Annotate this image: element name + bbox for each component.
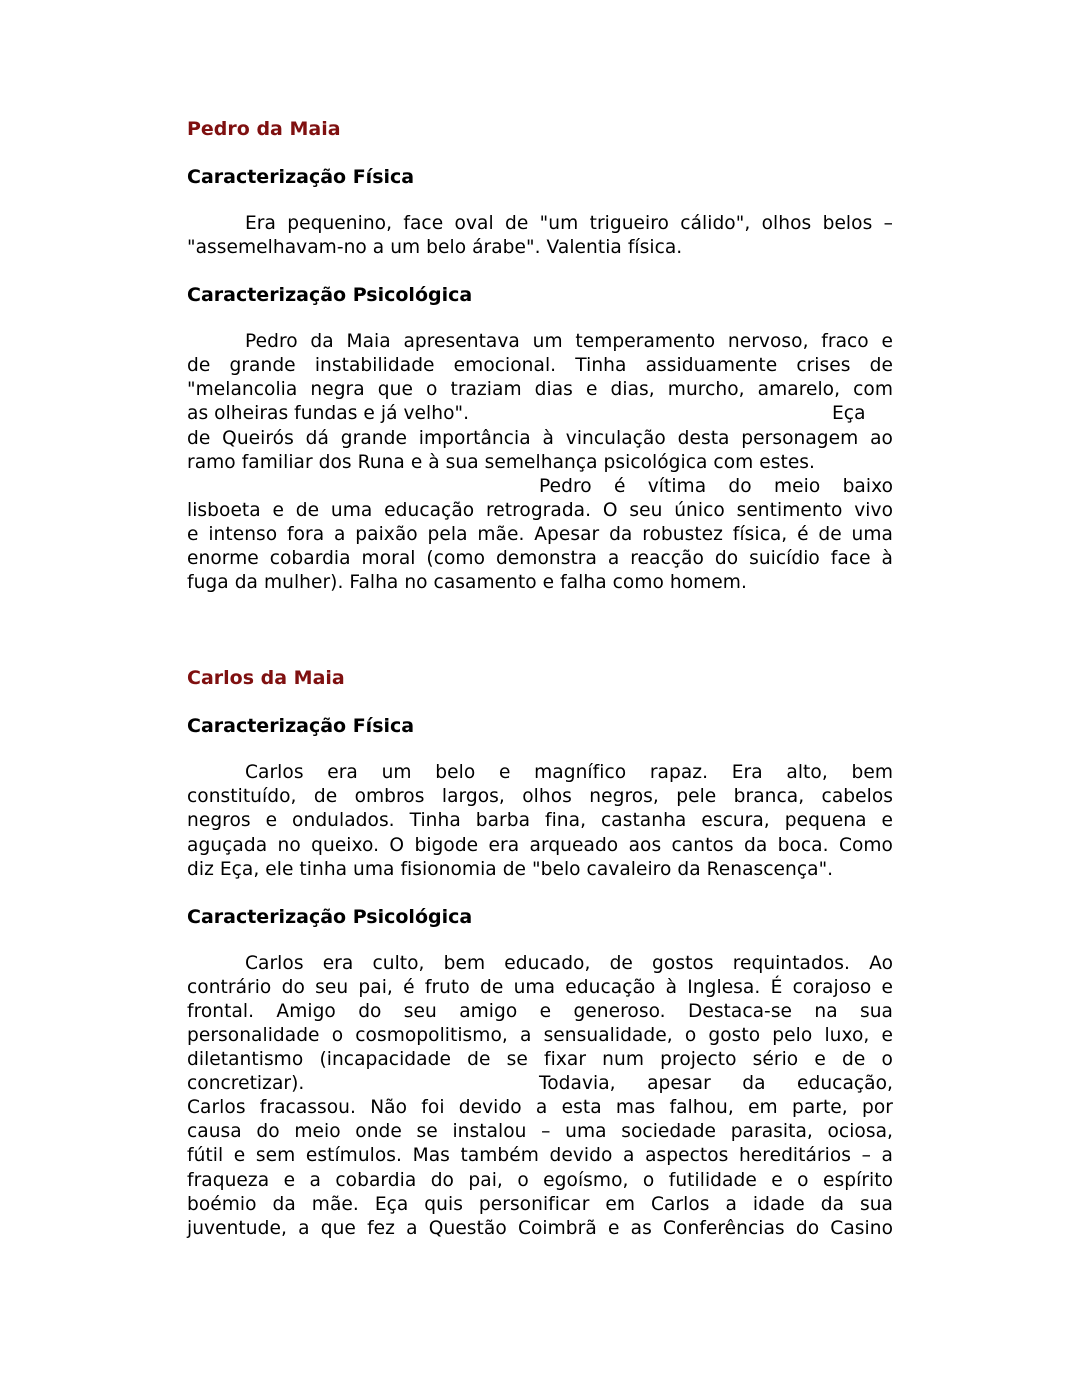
text-line: personalidade o cosmopolitismo, a sensualidade, o gosto pelo luxo, e [187, 1024, 893, 1046]
text-line: aguçada no queixo. O bigode era arqueado aos cantos da boca. Como [187, 834, 893, 856]
text-line: Carlos era um belo e magnífico rapaz. Era alto, bem [245, 762, 893, 784]
subheading-physical: Caracterização Física [187, 166, 415, 188]
text-line: "assemelhavam-no a um belo árabe". Valentia física. [187, 237, 683, 259]
text-line: causa do meio onde se instalou – uma sociedade parasita, ociosa, [187, 1121, 893, 1143]
section-spacer [187, 595, 893, 665]
text-line: juventude, a que fez a Questão Coimbrã e as Conferências do Casino [187, 1217, 893, 1239]
text-fragment: Todavia, apesar da educação, [539, 1073, 893, 1095]
text-line: Carlos era culto, bem educado, de gostos requintados. Ao [245, 952, 893, 974]
text-line: de grande instabilidade emocional. Tinha assiduamente crises de [187, 355, 893, 377]
text-line: Pedro é vítima do meio baixo [539, 475, 893, 497]
document-page [187, 116, 893, 1241]
text-line: e intenso fora a paixão pela mãe. Apesar da robustez física, é de uma [187, 523, 893, 545]
subheading-psychological: Caracterização Psicológica [187, 905, 473, 928]
text-line-split [187, 402, 893, 426]
subheading-physical: Caracterização Física [187, 715, 415, 738]
text-line: boémio da mãe. Eça quis personificar em Carlos a idade da sua [187, 1193, 893, 1215]
text-line: negros e ondulados. Tinha barba fina, castanha escura, pequena e [187, 810, 893, 832]
text-line: ramo familiar dos Runa e à sua semelhança psicológica com estes. [187, 451, 816, 473]
text-line: fraqueza e a cobardia do pai, o egoísmo, o futilidade e o espírito [187, 1169, 893, 1191]
text-line: Carlos fracassou. Não foi devido a esta mas falhou, em parte, por [187, 1097, 893, 1119]
text-fragment: as olheiras fundas e já velho". [187, 403, 470, 425]
text-line: de Queirós dá grande importância à vinculação desta personagem ao [187, 427, 893, 449]
text-fragment: concretizar). [187, 1073, 305, 1095]
text-line: diz Eça, ele tinha uma fisionomia de "belo cavaleiro da Renascença". [187, 858, 834, 880]
paragraph-psychological [187, 330, 893, 595]
paragraph-physical [187, 761, 893, 881]
text-line: contrário do seu pai, é fruto de uma educação à Inglesa. É corajoso e [187, 976, 893, 998]
section-pedro-da-maia [187, 116, 893, 595]
paragraph-psychological [187, 952, 893, 1241]
text-line: lisboeta e de uma educação retrograda. O seu único sentimento vivo [187, 499, 893, 521]
text-fragment: Eça [832, 403, 866, 425]
text-line-split [187, 1072, 893, 1096]
paragraph-physical [187, 212, 893, 260]
character-title: Pedro da Maia [187, 118, 341, 140]
text-line: constituído, de ombros largos, olhos negros, pele branca, cabelos [187, 786, 893, 808]
subheading-psychological: Caracterização Psicológica [187, 284, 473, 307]
text-line: Pedro da Maia apresentava um temperamento nervoso, fraco e [245, 331, 893, 353]
character-title: Carlos da Maia [187, 667, 345, 690]
text-line: "melancolia negra que o traziam dias e dias, murcho, amarelo, com [187, 379, 893, 401]
section-carlos-da-maia [187, 665, 893, 1241]
text-line: enorme cobardia moral (como demonstra a reacção do suicídio face à [187, 548, 893, 570]
text-line: Era pequenino, face oval de "um trigueiro cálido", olhos belos – [245, 213, 893, 234]
text-line: fuga da mulher). Falha no casamento e falha como homem. [187, 572, 747, 594]
text-line: diletantismo (incapacidade de se fixar num projecto sério e de o [187, 1049, 893, 1071]
text-line: frontal. Amigo do seu amigo e generoso. Destaca-se na sua [187, 1000, 893, 1022]
text-line: fútil e sem estímulos. Mas também devido a aspectos hereditários – a [187, 1145, 893, 1167]
